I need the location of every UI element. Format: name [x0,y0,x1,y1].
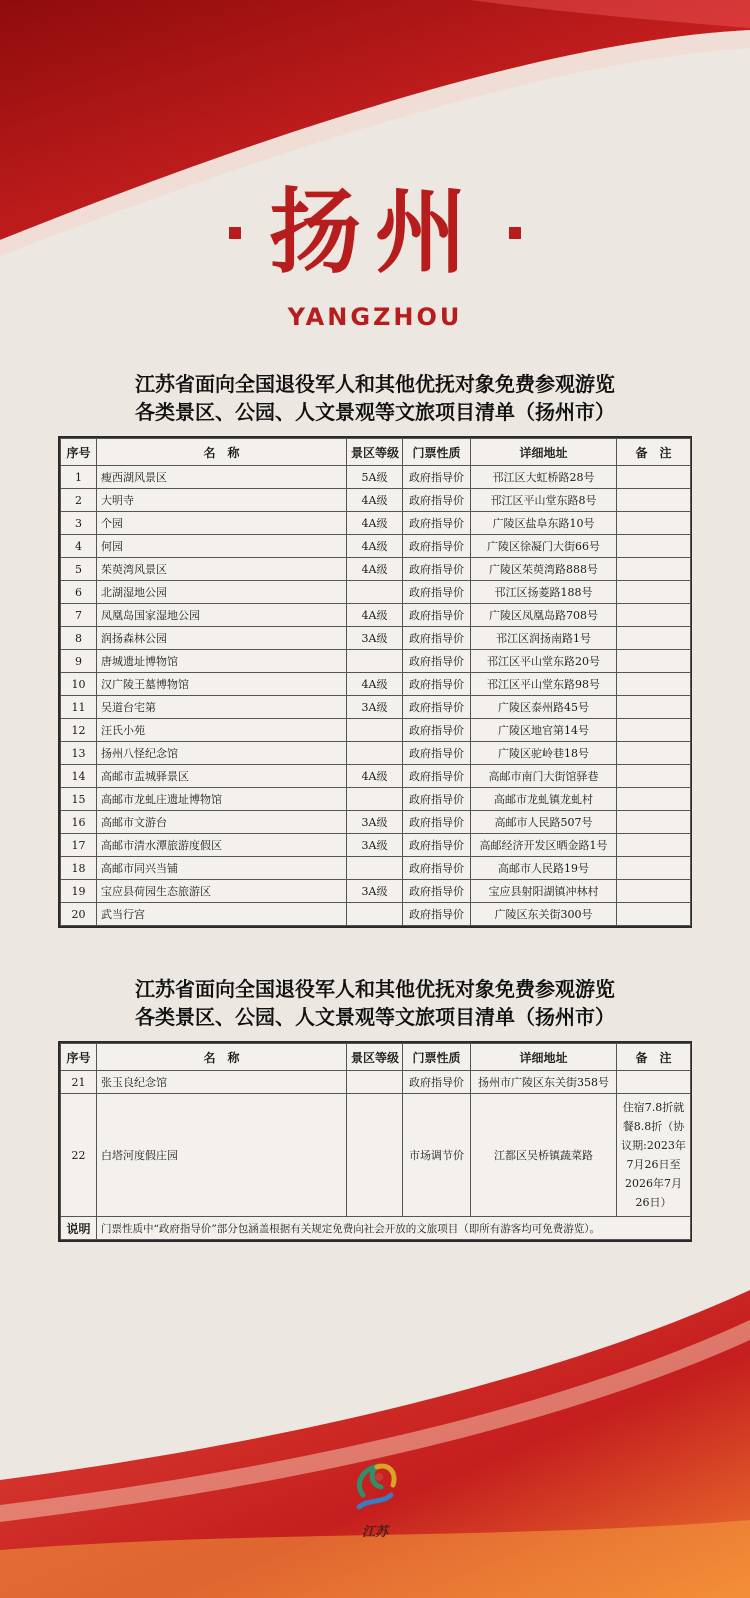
cell-level: 3A级 [347,627,403,650]
cell-note [617,466,691,489]
cell-address: 宝应县射阳湖镇冲林村 [471,880,617,903]
attractions-table-1 [58,436,692,928]
col-header-address: 详细地址 [471,439,617,466]
cell-name: 润扬森林公园 [97,627,347,650]
cell-level [347,1071,403,1094]
bottom-wave-decoration [0,1290,750,1598]
jiangsu-logo [333,1455,417,1550]
table-row [61,857,691,880]
cell-level [347,650,403,673]
cell-address: 高邮市龙虬镇龙虬村 [471,788,617,811]
cell-name: 高邮市龙虬庄遗址博物馆 [97,788,347,811]
cell-level: 3A级 [347,696,403,719]
cell-address: 邗江区平山堂东路20号 [471,650,617,673]
cell-name: 扬州八怪纪念馆 [97,742,347,765]
title-dot-left [229,227,241,239]
cell-address: 扬州市广陵区东关街358号 [471,1071,617,1094]
cell-address: 广陵区地官第14号 [471,719,617,742]
cell-name: 大明寺 [97,489,347,512]
cell-level: 3A级 [347,880,403,903]
cell-address: 广陵区徐凝门大街66号 [471,535,617,558]
table-row [61,719,691,742]
cell-note [617,650,691,673]
cell-note [617,604,691,627]
cell-ticket: 政府指导价 [403,857,471,880]
cell-ticket: 政府指导价 [403,489,471,512]
remark-label: 说明 [61,1217,97,1240]
col-header-ticket: 门票性质 [403,439,471,466]
cell-ticket: 政府指导价 [403,558,471,581]
table-row [61,650,691,673]
cell-ticket: 政府指导价 [403,1071,471,1094]
cell-no: 22 [61,1094,97,1217]
cell-address: 广陵区泰州路45号 [471,696,617,719]
table-row [61,903,691,926]
cell-name: 高邮市盂城驿景区 [97,765,347,788]
cell-note [617,857,691,880]
col-header-level: 景区等级 [347,1044,403,1071]
page-title-block [0,178,750,288]
cell-no: 3 [61,512,97,535]
cell-level [347,903,403,926]
cell-note: 住宿7.8折就餐8.8折（协议期:2023年7月26日至2026年7月26日） [617,1094,691,1217]
page-subtitle: YANGZHOU [287,303,463,331]
table-row [61,811,691,834]
cell-ticket: 政府指导价 [403,627,471,650]
list-title-line1: 江苏省面向全国退役军人和其他优抚对象免费参观游览 [135,977,615,1001]
cell-name: 唐城遗址博物馆 [97,650,347,673]
cell-name: 吴道台宅第 [97,696,347,719]
list-title-line2: 各类景区、公园、人文景观等文旅项目清单（扬州市） [135,1005,615,1029]
table-row [61,535,691,558]
cell-address: 广陵区盐阜东路10号 [471,512,617,535]
list-title-2 [0,975,750,1031]
cell-no: 16 [61,811,97,834]
list-title-line1: 江苏省面向全国退役军人和其他优抚对象免费参观游览 [135,372,615,396]
cell-note [617,535,691,558]
cell-no: 13 [61,742,97,765]
cell-ticket: 政府指导价 [403,673,471,696]
cell-name: 张玉良纪念馆 [97,1071,347,1094]
cell-no: 12 [61,719,97,742]
cell-level [347,742,403,765]
cell-name: 高邮市同兴当铺 [97,857,347,880]
cell-note [617,880,691,903]
cell-ticket: 政府指导价 [403,719,471,742]
cell-ticket: 市场调节价 [403,1094,471,1217]
cell-address: 江都区吴桥镇蔬菜路 [471,1094,617,1217]
cell-ticket: 政府指导价 [403,650,471,673]
cell-name: 高邮市清水潭旅游度假区 [97,834,347,857]
cell-name: 高邮市文游台 [97,811,347,834]
cell-ticket: 政府指导价 [403,535,471,558]
cell-address: 邗江区大虹桥路28号 [471,466,617,489]
logo-mark-icon [333,1455,417,1521]
cell-address: 广陵区凤凰岛路708号 [471,604,617,627]
col-header-level: 景区等级 [347,439,403,466]
table-row [61,696,691,719]
cell-note [617,903,691,926]
cell-address: 邗江区扬菱路188号 [471,581,617,604]
col-header-note: 备 注 [617,439,691,466]
cell-address: 广陵区东关街300号 [471,903,617,926]
cell-ticket: 政府指导价 [403,581,471,604]
col-header-name: 名 称 [97,1044,347,1071]
cell-no: 17 [61,834,97,857]
cell-note [617,558,691,581]
table-row [61,604,691,627]
col-header-no: 序号 [61,439,97,466]
cell-ticket: 政府指导价 [403,788,471,811]
table-row [61,627,691,650]
table-row [61,1071,691,1094]
table-row [61,834,691,857]
cell-name: 瘦西湖风景区 [97,466,347,489]
cell-ticket: 政府指导价 [403,742,471,765]
page-title: 扬州 [268,179,481,286]
cell-address: 邗江区平山堂东路8号 [471,489,617,512]
cell-address: 邗江区平山堂东路98号 [471,673,617,696]
cell-name: 武当行宫 [97,903,347,926]
cell-name: 宝应县荷园生态旅游区 [97,880,347,903]
table-row [61,489,691,512]
cell-note [617,834,691,857]
cell-address: 高邮市人民路19号 [471,857,617,880]
cell-level [347,1094,403,1217]
cell-level: 3A级 [347,811,403,834]
col-header-no: 序号 [61,1044,97,1071]
cell-address: 高邮市南门大街馆驿巷 [471,765,617,788]
cell-ticket: 政府指导价 [403,811,471,834]
cell-note [617,489,691,512]
cell-ticket: 政府指导价 [403,604,471,627]
cell-level: 4A级 [347,558,403,581]
cell-no: 8 [61,627,97,650]
cell-level: 4A级 [347,673,403,696]
table-row [61,742,691,765]
cell-level: 4A级 [347,604,403,627]
attractions-table-2 [58,1041,692,1242]
cell-no: 21 [61,1071,97,1094]
cell-note [617,512,691,535]
cell-address: 广陵区茱萸湾路888号 [471,558,617,581]
cell-note [617,765,691,788]
cell-address: 高邮市人民路507号 [471,811,617,834]
table-header-row [61,1044,691,1071]
cell-address: 邗江区润扬南路1号 [471,627,617,650]
cell-note [617,1071,691,1094]
cell-no: 2 [61,489,97,512]
cell-level: 4A级 [347,765,403,788]
table-2-body [61,1071,691,1217]
table-row [61,673,691,696]
cell-name: 个园 [97,512,347,535]
col-header-address: 详细地址 [471,1044,617,1071]
cell-ticket: 政府指导价 [403,696,471,719]
cell-level [347,788,403,811]
cell-note [617,742,691,765]
cell-note [617,788,691,811]
cell-ticket: 政府指导价 [403,765,471,788]
table-row [61,558,691,581]
cell-ticket: 政府指导价 [403,880,471,903]
table-header-row [61,439,691,466]
table-row [61,1094,691,1217]
cell-no: 5 [61,558,97,581]
cell-name: 白塔河度假庄园 [97,1094,347,1217]
logo-text: 江苏 [361,1525,388,1540]
cell-note [617,811,691,834]
title-dot-right [509,227,521,239]
remark-row [61,1217,691,1240]
cell-no: 1 [61,466,97,489]
col-header-name: 名 称 [97,439,347,466]
cell-note [617,696,691,719]
cell-no: 4 [61,535,97,558]
cell-no: 18 [61,857,97,880]
table-row [61,466,691,489]
cell-name: 汉广陵王墓博物馆 [97,673,347,696]
cell-note [617,581,691,604]
cell-level: 5A级 [347,466,403,489]
cell-address: 高邮经济开发区晒金路1号 [471,834,617,857]
cell-no: 14 [61,765,97,788]
table-row [61,581,691,604]
cell-no: 19 [61,880,97,903]
cell-no: 10 [61,673,97,696]
cell-name: 汪氏小苑 [97,719,347,742]
table-row [61,512,691,535]
cell-no: 11 [61,696,97,719]
cell-ticket: 政府指导价 [403,834,471,857]
cell-level: 3A级 [347,834,403,857]
remark-text: 门票性质中“政府指导价”部分包涵盖根据有关规定免费向社会开放的文旅项目（即所有游客均可免费游览）。 [97,1217,691,1240]
cell-no: 7 [61,604,97,627]
list-title-1 [0,370,750,426]
cell-ticket: 政府指导价 [403,903,471,926]
cell-level [347,581,403,604]
table-row [61,788,691,811]
cell-level: 4A级 [347,489,403,512]
cell-level [347,719,403,742]
cell-name: 何园 [97,535,347,558]
cell-no: 20 [61,903,97,926]
col-header-ticket: 门票性质 [403,1044,471,1071]
col-header-note: 备 注 [617,1044,691,1071]
cell-note [617,627,691,650]
table-row [61,880,691,903]
cell-no: 9 [61,650,97,673]
table-row [61,765,691,788]
cell-address: 广陵区驼岭巷18号 [471,742,617,765]
table-1-body [61,466,691,926]
cell-ticket: 政府指导价 [403,512,471,535]
cell-note [617,673,691,696]
cell-name: 茱萸湾风景区 [97,558,347,581]
cell-no: 6 [61,581,97,604]
cell-name: 凤凰岛国家湿地公园 [97,604,347,627]
cell-level [347,857,403,880]
cell-note [617,719,691,742]
cell-level: 4A级 [347,535,403,558]
cell-name: 北湖湿地公园 [97,581,347,604]
cell-level: 4A级 [347,512,403,535]
list-title-line2: 各类景区、公园、人文景观等文旅项目清单（扬州市） [135,400,615,424]
cell-no: 15 [61,788,97,811]
cell-ticket: 政府指导价 [403,466,471,489]
